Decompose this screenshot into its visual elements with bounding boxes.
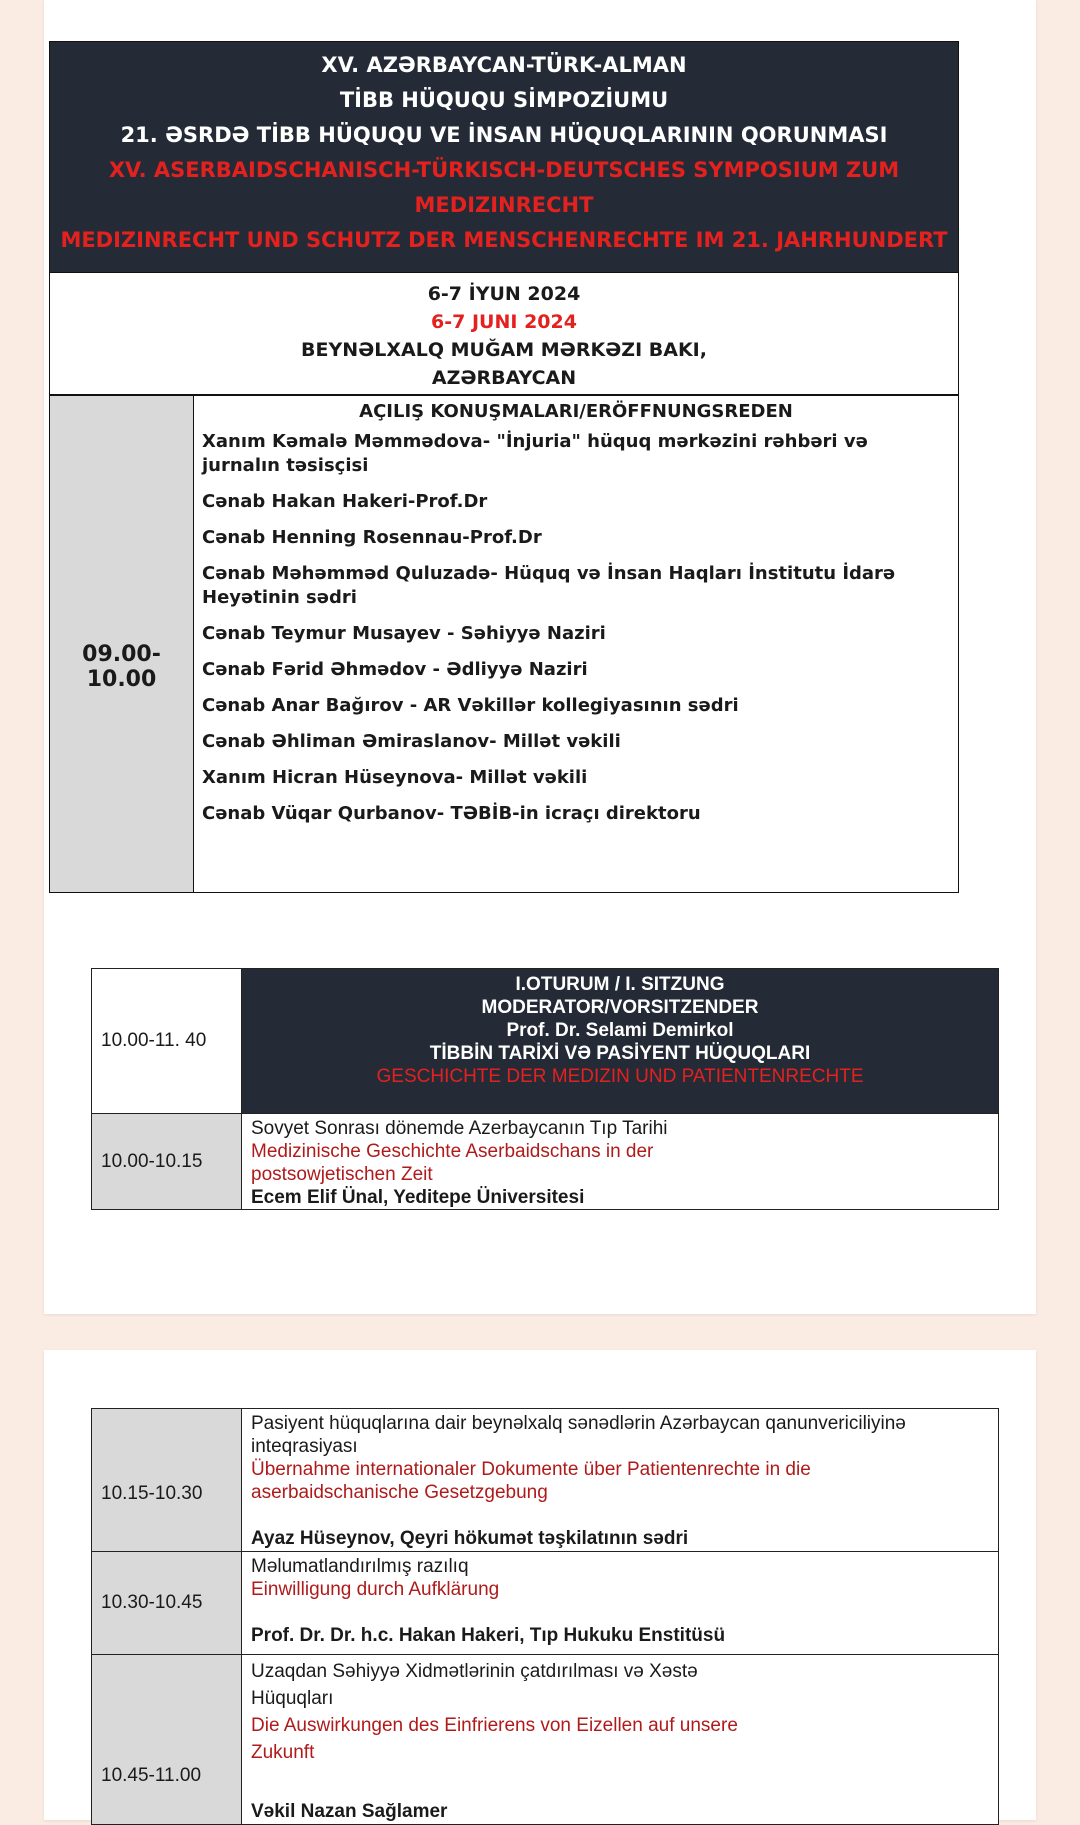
talk-content xyxy=(242,1552,999,1655)
session-line: TİBBİN TARİXİ VƏ PASİYENT HÜQUQLARI xyxy=(429,1043,811,1064)
spacer xyxy=(251,1601,989,1624)
talk-speaker: Ecem Elif Ünal, Yeditepe Üniversitesi xyxy=(251,1187,585,1208)
session-line: I.OTURUM / I. SITZUNG xyxy=(515,974,725,995)
talk-row xyxy=(92,1114,999,1210)
talk-content xyxy=(242,1114,999,1210)
talk-title-de: Einwilligung durch Aufklärung xyxy=(251,1579,500,1600)
talk-time: 10.30-10.45 xyxy=(92,1552,242,1655)
header-line-de: MEDIZINRECHT UND SCHUTZ DER MENSCHENRECHTE IM 21. JAHRHUNDERT xyxy=(60,228,948,252)
date-venue-box xyxy=(49,273,959,395)
speaker-line: Cənab Məhəmməd Quluzadə- Hüquq və İnsan Haqları İnstitutu İdarə Heyətinin sədri xyxy=(202,563,896,608)
header-line: 21. ƏSRDƏ TİBB HÜQUQU VE İNSAN HÜQUQLARININ QORUNMASI xyxy=(120,123,888,147)
symposium-header xyxy=(49,41,959,273)
talk-time: 10.45-11.00 xyxy=(92,1655,242,1825)
talk-content xyxy=(242,1409,999,1552)
talk-title-de: Die Auswirkungen des Einfrierens von Eizellen auf unsere Zukunft xyxy=(251,1715,738,1763)
speaker-line: Cənab Hakan Hakeri-Prof.Dr xyxy=(202,491,488,512)
session-header-row xyxy=(92,969,999,1114)
talk-title: Uzaqdan Səhiyyə Xidmətlərinin çatdırılması və Xəstə Hüquqları xyxy=(251,1661,698,1709)
speaker-line: Cənab Anar Bağırov - AR Vəkillər kollegiyasının sədri xyxy=(202,695,739,716)
talk-title: Pasiyent hüquqlarına dair beynəlxalq sənədlərin Azərbaycan qanunvericiliyinə inteqrasiyası xyxy=(251,1413,906,1457)
session-table xyxy=(91,968,999,1210)
venue-line: BEYNƏLXALQ MUĞAM MƏRKƏZI BAKI, xyxy=(301,339,707,361)
talk-row xyxy=(92,1552,999,1655)
opening-block xyxy=(49,395,959,893)
speaker-line: Xanım Hicran Hüseynova- Millət vəkili xyxy=(202,767,588,788)
venue-country: AZƏRBAYCAN xyxy=(431,367,577,389)
session-header xyxy=(242,969,999,1114)
talk-title-de: Medizinische Geschichte Aserbaidschans in der postsowjetischen Zeit xyxy=(251,1141,654,1185)
header-line-de: MEDIZINRECHT xyxy=(414,193,594,217)
talk-speaker: Vəkil Nazan Sağlamer xyxy=(251,1801,448,1822)
speaker-line: Cənab Teymur Musayev - Səhiyyə Naziri xyxy=(202,623,606,644)
spacer xyxy=(251,1766,989,1800)
speaker-line: Xanım Kəmalə Məmmədova- "İnjuria" hüquq mərkəzini rəhbəri və jurnalın təsisçisi xyxy=(202,431,868,476)
date-de: 6-7 JUNI 2024 xyxy=(431,311,577,333)
opening-title: AÇILIŞ KONUŞMALARI/ERÖFFNUNGSREDEN xyxy=(359,401,793,422)
header-line: XV. AZƏRBAYCAN-TÜRK-ALMAN xyxy=(321,53,687,77)
opening-time: 09.00-10.00 xyxy=(82,642,161,692)
opening-time-cell xyxy=(50,396,194,892)
talk-title-de: Übernahme internationaler Dokumente über Patientenrechte in die aserbaidschanische Gesetzgebung xyxy=(251,1459,811,1503)
header-line-de: XV. ASERBAIDSCHANISCH-TÜRKISCH-DEUTSCHES SYMPOSIUM ZUM xyxy=(108,158,900,182)
session-line: MODERATOR/VORSITZENDER xyxy=(481,997,759,1018)
session-time: 10.00-11. 40 xyxy=(92,969,242,1114)
talk-time: 10.00-10.15 xyxy=(92,1114,242,1210)
talk-title: Sovyet Sonrası dönemde Azerbaycanın Tıp Tarihi xyxy=(251,1118,668,1139)
session-line-de: GESCHICHTE DER MEDIZIN UND PATIENTENRECHTE xyxy=(376,1066,864,1087)
opening-content xyxy=(202,400,950,838)
talk-speaker: Ayaz Hüseynov, Qeyri hökumət təşkilatının sədri xyxy=(251,1528,689,1549)
date-az: 6-7 İYUN 2024 xyxy=(427,283,581,305)
session-table-continued xyxy=(91,1408,999,1825)
talk-row xyxy=(92,1409,999,1552)
session-line: Prof. Dr. Selami Demirkol xyxy=(506,1020,734,1041)
talk-content xyxy=(242,1655,999,1825)
speaker-line: Cənab Əhliman Əmiraslanov- Millət vəkili xyxy=(202,731,621,752)
header-line: TİBB HÜQUQU SİMPOZİUMU xyxy=(339,88,669,112)
speaker-line: Cənab Henning Rosennau-Prof.Dr xyxy=(202,527,542,548)
spacer xyxy=(251,1504,989,1527)
talk-speaker: Prof. Dr. Dr. h.c. Hakan Hakeri, Tıp Hukuku Enstitüsü xyxy=(251,1625,726,1646)
speaker-line: Cənab Fərid Əhmədov - Ədliyyə Naziri xyxy=(202,659,588,680)
talk-time: 10.15-10.30 xyxy=(92,1409,242,1552)
talk-row xyxy=(92,1655,999,1825)
speaker-line: Cənab Vüqar Qurbanov- TƏBİB-in icraçı direktoru xyxy=(202,803,701,824)
talk-title: Məlumatlandırılmış razılıq xyxy=(251,1556,469,1577)
